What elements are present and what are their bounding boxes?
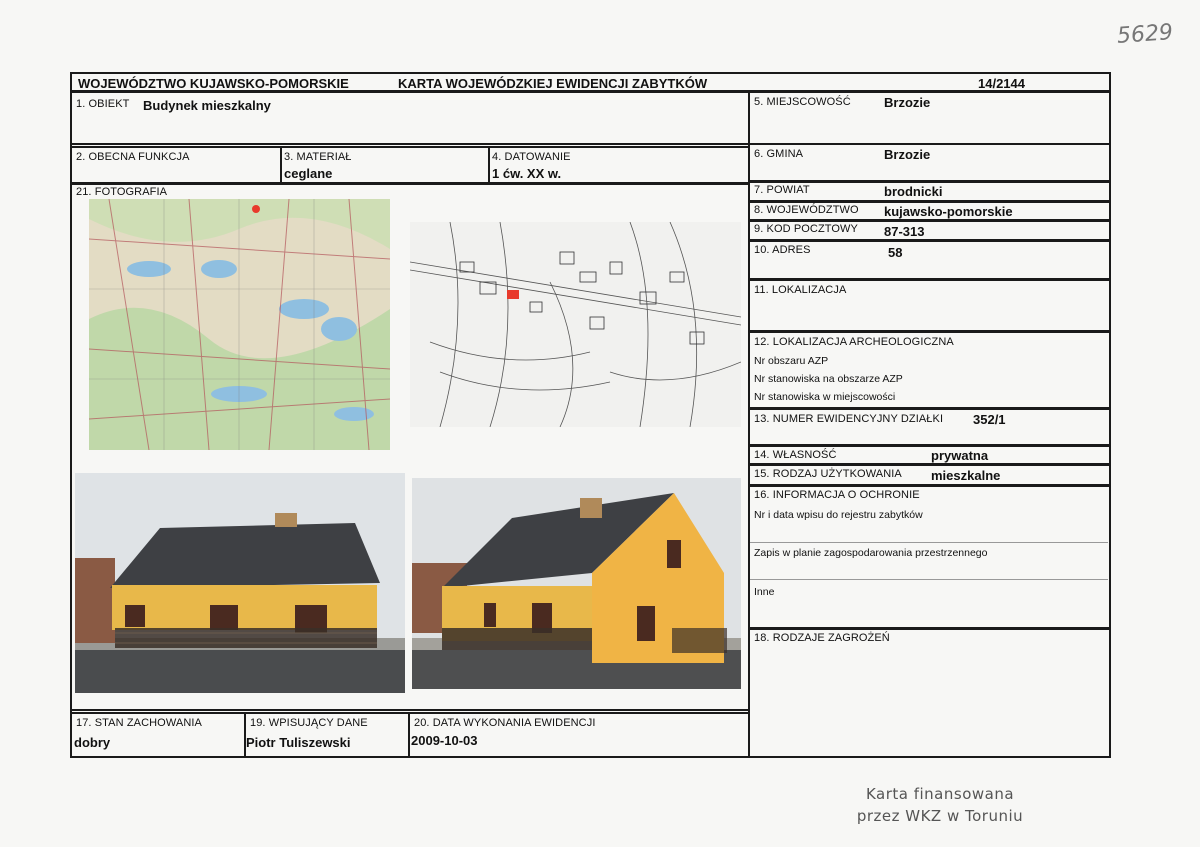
ochrona-line-3: Inne — [754, 586, 775, 598]
wpisujacy-label: 19. WPISUJĄCY DANE — [250, 717, 368, 729]
wojewodztwo-label: 8. WOJEWÓDZTWO — [754, 204, 859, 216]
stamp-line-1: Karta finansowana — [865, 785, 1015, 803]
gmina-value: Brzozie — [884, 147, 931, 162]
header-title: KARTA WOJEWÓDZKIEJ EWIDENCJI ZABYTKÓW — [398, 76, 708, 91]
archeo-line-2: Nr stanowiska na obszarze AZP — [754, 373, 903, 385]
obiekt-label: 1. OBIEKT — [76, 98, 130, 110]
miejscowosc-label: 5. MIEJSCOWOŚĆ — [754, 96, 851, 108]
material-value: ceglane — [284, 166, 333, 181]
ochrona-divider-1 — [750, 542, 1108, 543]
header-region: WOJEWÓDZTWO KUJAWSKO-POMORSKIE — [78, 76, 349, 91]
stan-value: dobry — [74, 735, 111, 750]
cell-zagrozenia — [748, 628, 1111, 758]
wlasnosc-value: prywatna — [931, 448, 989, 463]
kod-value: 87-313 — [884, 224, 925, 239]
gmina-label: 6. GMINA — [754, 148, 804, 160]
topographic-map-photo — [89, 199, 390, 450]
fotografia-label: 21. FOTOGRAFIA — [76, 186, 168, 198]
uzytkowanie-label: 15. RODZAJ UŻYTKOWANIA — [754, 468, 902, 480]
zagrozenia-label: 18. RODZAJE ZAGROŻEŃ — [754, 632, 890, 644]
lokalizacja-label: 11. LOKALIZACJA — [754, 284, 847, 296]
adres-label: 10. ADRES — [754, 244, 811, 256]
house-photo-corner — [412, 478, 741, 689]
wojewodztwo-value: kujawsko-pomorskie — [884, 204, 1013, 219]
dzialka-label: 13. NUMER EWIDENCYJNY DZIAŁKI — [754, 413, 944, 425]
kod-label: 9. KOD POCZTOWY — [754, 223, 858, 235]
wlasnosc-label: 14. WŁASNOŚĆ — [754, 449, 837, 461]
cadastral-plan-photo — [410, 222, 741, 427]
stan-label: 17. STAN ZACHOWANIA — [76, 717, 202, 729]
miejscowosc-value: Brzozie — [884, 95, 931, 110]
data-value: 2009-10-03 — [411, 733, 478, 748]
funkcja-label: 2. OBECNA FUNKCJA — [76, 151, 190, 163]
obiekt-value: Budynek mieszkalny — [143, 98, 271, 113]
handwritten-number: 5629 — [1116, 20, 1174, 49]
uzytkowanie-value: mieszkalne — [931, 468, 1001, 483]
archeo-label: 12. LOKALIZACJA ARCHEOLOGICZNA — [754, 336, 954, 348]
datowanie-label: 4. DATOWANIE — [492, 151, 571, 163]
datowanie-value: 1 ćw. XX w. — [492, 166, 562, 181]
data-label: 20. DATA WYKONANIA EWIDENCJI — [414, 717, 596, 729]
ochrona-label: 16. INFORMACJA O OCHRONIE — [754, 489, 920, 501]
wpisujacy-value: Piotr Tuliszewski — [246, 735, 351, 750]
ochrona-line-2: Zapis w planie zagospodarowania przestrzennego — [754, 547, 988, 559]
ochrona-line-1: Nr i data wpisu do rejestru zabytków — [754, 509, 923, 521]
powiat-label: 7. POWIAT — [754, 184, 810, 196]
powiat-value: brodnicki — [884, 184, 943, 199]
adres-value: 58 — [888, 245, 903, 260]
dzialka-value: 352/1 — [973, 412, 1006, 427]
archeo-line-1: Nr obszaru AZP — [754, 355, 829, 367]
financing-stamp — [850, 783, 1030, 827]
material-label: 3. MATERIAŁ — [284, 151, 352, 163]
stamp-line-2: przez WKZ w Toruniu — [856, 807, 1024, 825]
header-card-number: 14/2144 — [978, 76, 1025, 91]
ochrona-divider-2 — [750, 579, 1108, 580]
house-photo-front — [75, 473, 405, 693]
archeo-line-3: Nr stanowiska w miejscowości — [754, 391, 896, 403]
